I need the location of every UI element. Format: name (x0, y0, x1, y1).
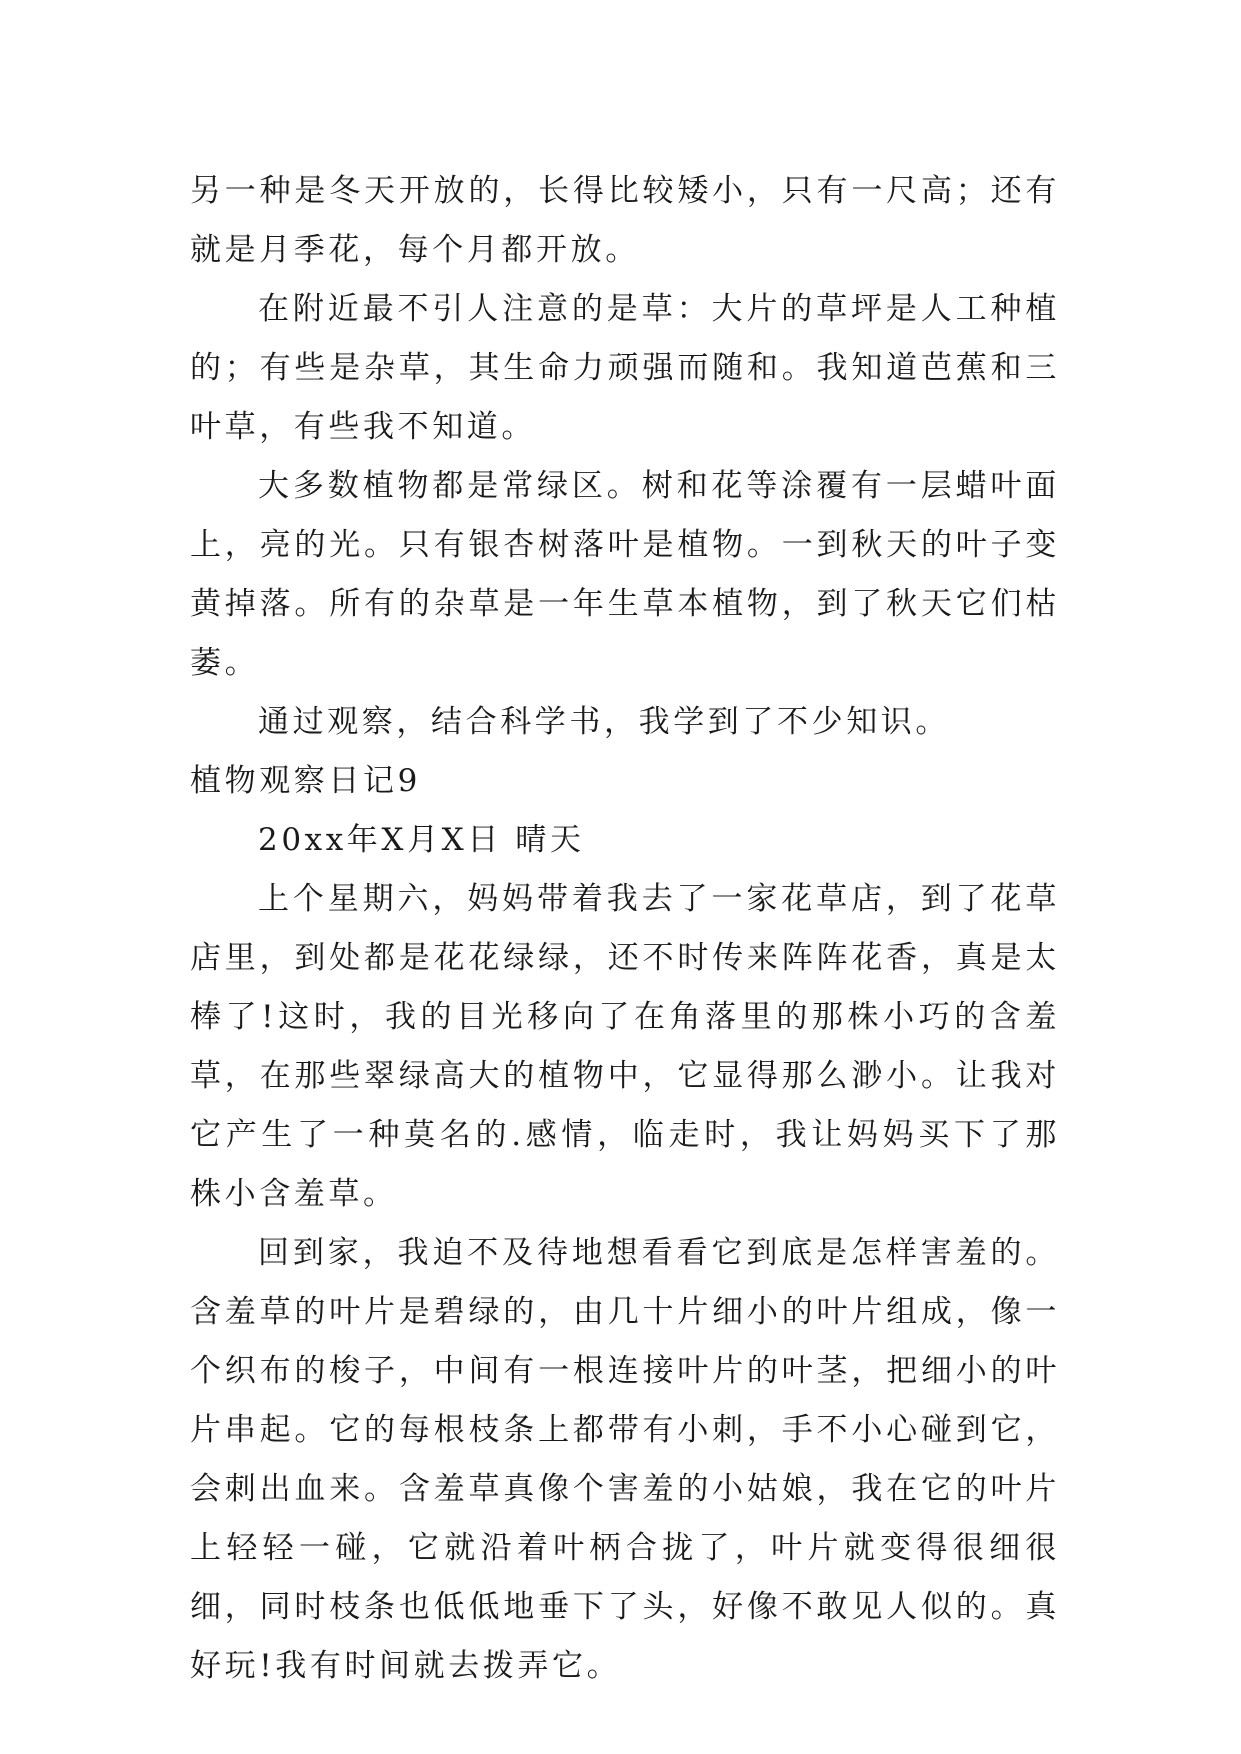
document-body (190, 162, 1060, 1696)
paragraph-mimosa: 回到家，我迫不及待地想看看它到底是怎样害羞的。含羞草的叶片是碧绿的，由几十片细小的叶片组成，像一个织布的梭子，中间有一根连接叶片的叶茎，把细小的叶片串起。它的每根枝条上都带有小刺，手不小心碰到它，会刺出血来。含羞草真像个害羞的小姑娘，我在它的叶片上轻轻一碰，它就沿着叶柄合拢了，叶片就变得很细很细，同时枝条也低低地垂下了头，好像不敢见人似的。真好玩!我有时间就去拨弄它。 (190, 1235, 1060, 1684)
date-line: 20xx年X月X日 晴天 (258, 822, 585, 858)
section-heading: 植物观察日记9 (190, 763, 421, 799)
paragraph-flower-shop: 上个星期六，妈妈带着我去了一家花草店，到了花草店里，到处都是花花绿绿，还不时传来阵阵花香，真是太棒了!这时，我的目光移向了在角落里的那株小巧的含羞草，在那些翠绿高大的植物中，它显得那么渺小。让我对它产生了一种莫名的.感情，临走时，我让妈妈买下了那株小含羞草。 (190, 881, 1060, 1212)
paragraph-conclusion: 通过观察，结合科学书，我学到了不少知识。 (258, 704, 950, 740)
paragraph-continued: 另一种是冬天开放的，长得比较矮小，只有一尺高；还有就是月季花，每个月都开放。 (190, 173, 1060, 268)
paragraph-evergreen: 大多数植物都是常绿区。树和花等涂覆有一层蜡叶面上，亮的光。只有银杏树落叶是植物。一到秋天的叶子变黄掉落。所有的杂草是一年生草本植物，到了秋天它们枯萎。 (190, 468, 1060, 681)
paragraph-grass: 在附近最不引人注意的是草：大片的草坪是人工种植的；有些是杂草，其生命力顽强而随和。我知道芭蕉和三叶草，有些我不知道。 (190, 291, 1060, 445)
